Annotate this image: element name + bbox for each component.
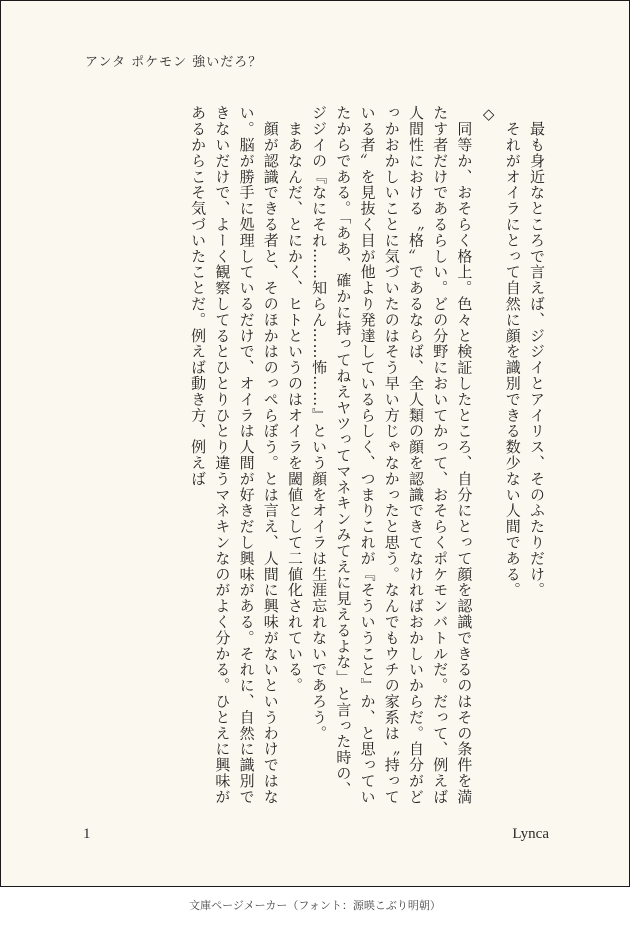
footer-credit: 文庫ページメーカー（フォント：源暎こぶり明朝）	[189, 899, 441, 912]
paragraph: 顔が認識できる者と、そのほかはのっぺらぼう。とは言え、人間に興味がないというわけではない。脳が勝手に処理しているだけで、オイラは人間が好きだし興味がある。それに、自然に識別できないだけで、よーく観察してるとひとりひとり違うマネキンなのがよく分かる。ひとえに興味があるからこそ気づいたことだ。例えば動き方、例えば	[189, 105, 280, 805]
paragraph: それがオイラにとって自然に顔を識別できる数少ない人間である。	[503, 105, 522, 598]
paragraph: 同等か、おそらく格上。色々と検証したところ、自分にとって顔を認識できるのはその条件を満たす者だけであるらしい。どの分野においてかって、おそらくポケモンバトルだ。だって、例えば人間性における〝格〟であるならば、全人類の顔を認識できてなければおかしいからだ。自分がどっかおかしいことに気づいたのはそう早い方じゃなかったと思う。なんでもウチの家系は〝持っている者〟を見抜く目が他より発達しているらしく、つまりこれが『そういうこと』か、と思っていたからである。「ああ、確かに持ってねえヤツってマネキンみてえに見えるよな」と言った時の、ジジイの『なにそれ……知らん……怖……』という顔をオイラは生涯忘れないであろう。	[310, 105, 474, 805]
section-break-diamond: ◇	[479, 105, 498, 124]
paragraph: 最も身近なところで言えば、ジジイとアイリス、そのふたりだけ。	[528, 105, 546, 598]
page-header-title: アンタ ポケモン 強いだろ？	[85, 55, 263, 70]
author-name: Lynca	[512, 826, 549, 842]
vertical-body-text	[186, 105, 549, 805]
paragraph: まあなんだ、とにかく、ヒトというのはオイラを閾値として二値化されている。	[285, 105, 304, 694]
page-number: 1	[83, 826, 91, 842]
